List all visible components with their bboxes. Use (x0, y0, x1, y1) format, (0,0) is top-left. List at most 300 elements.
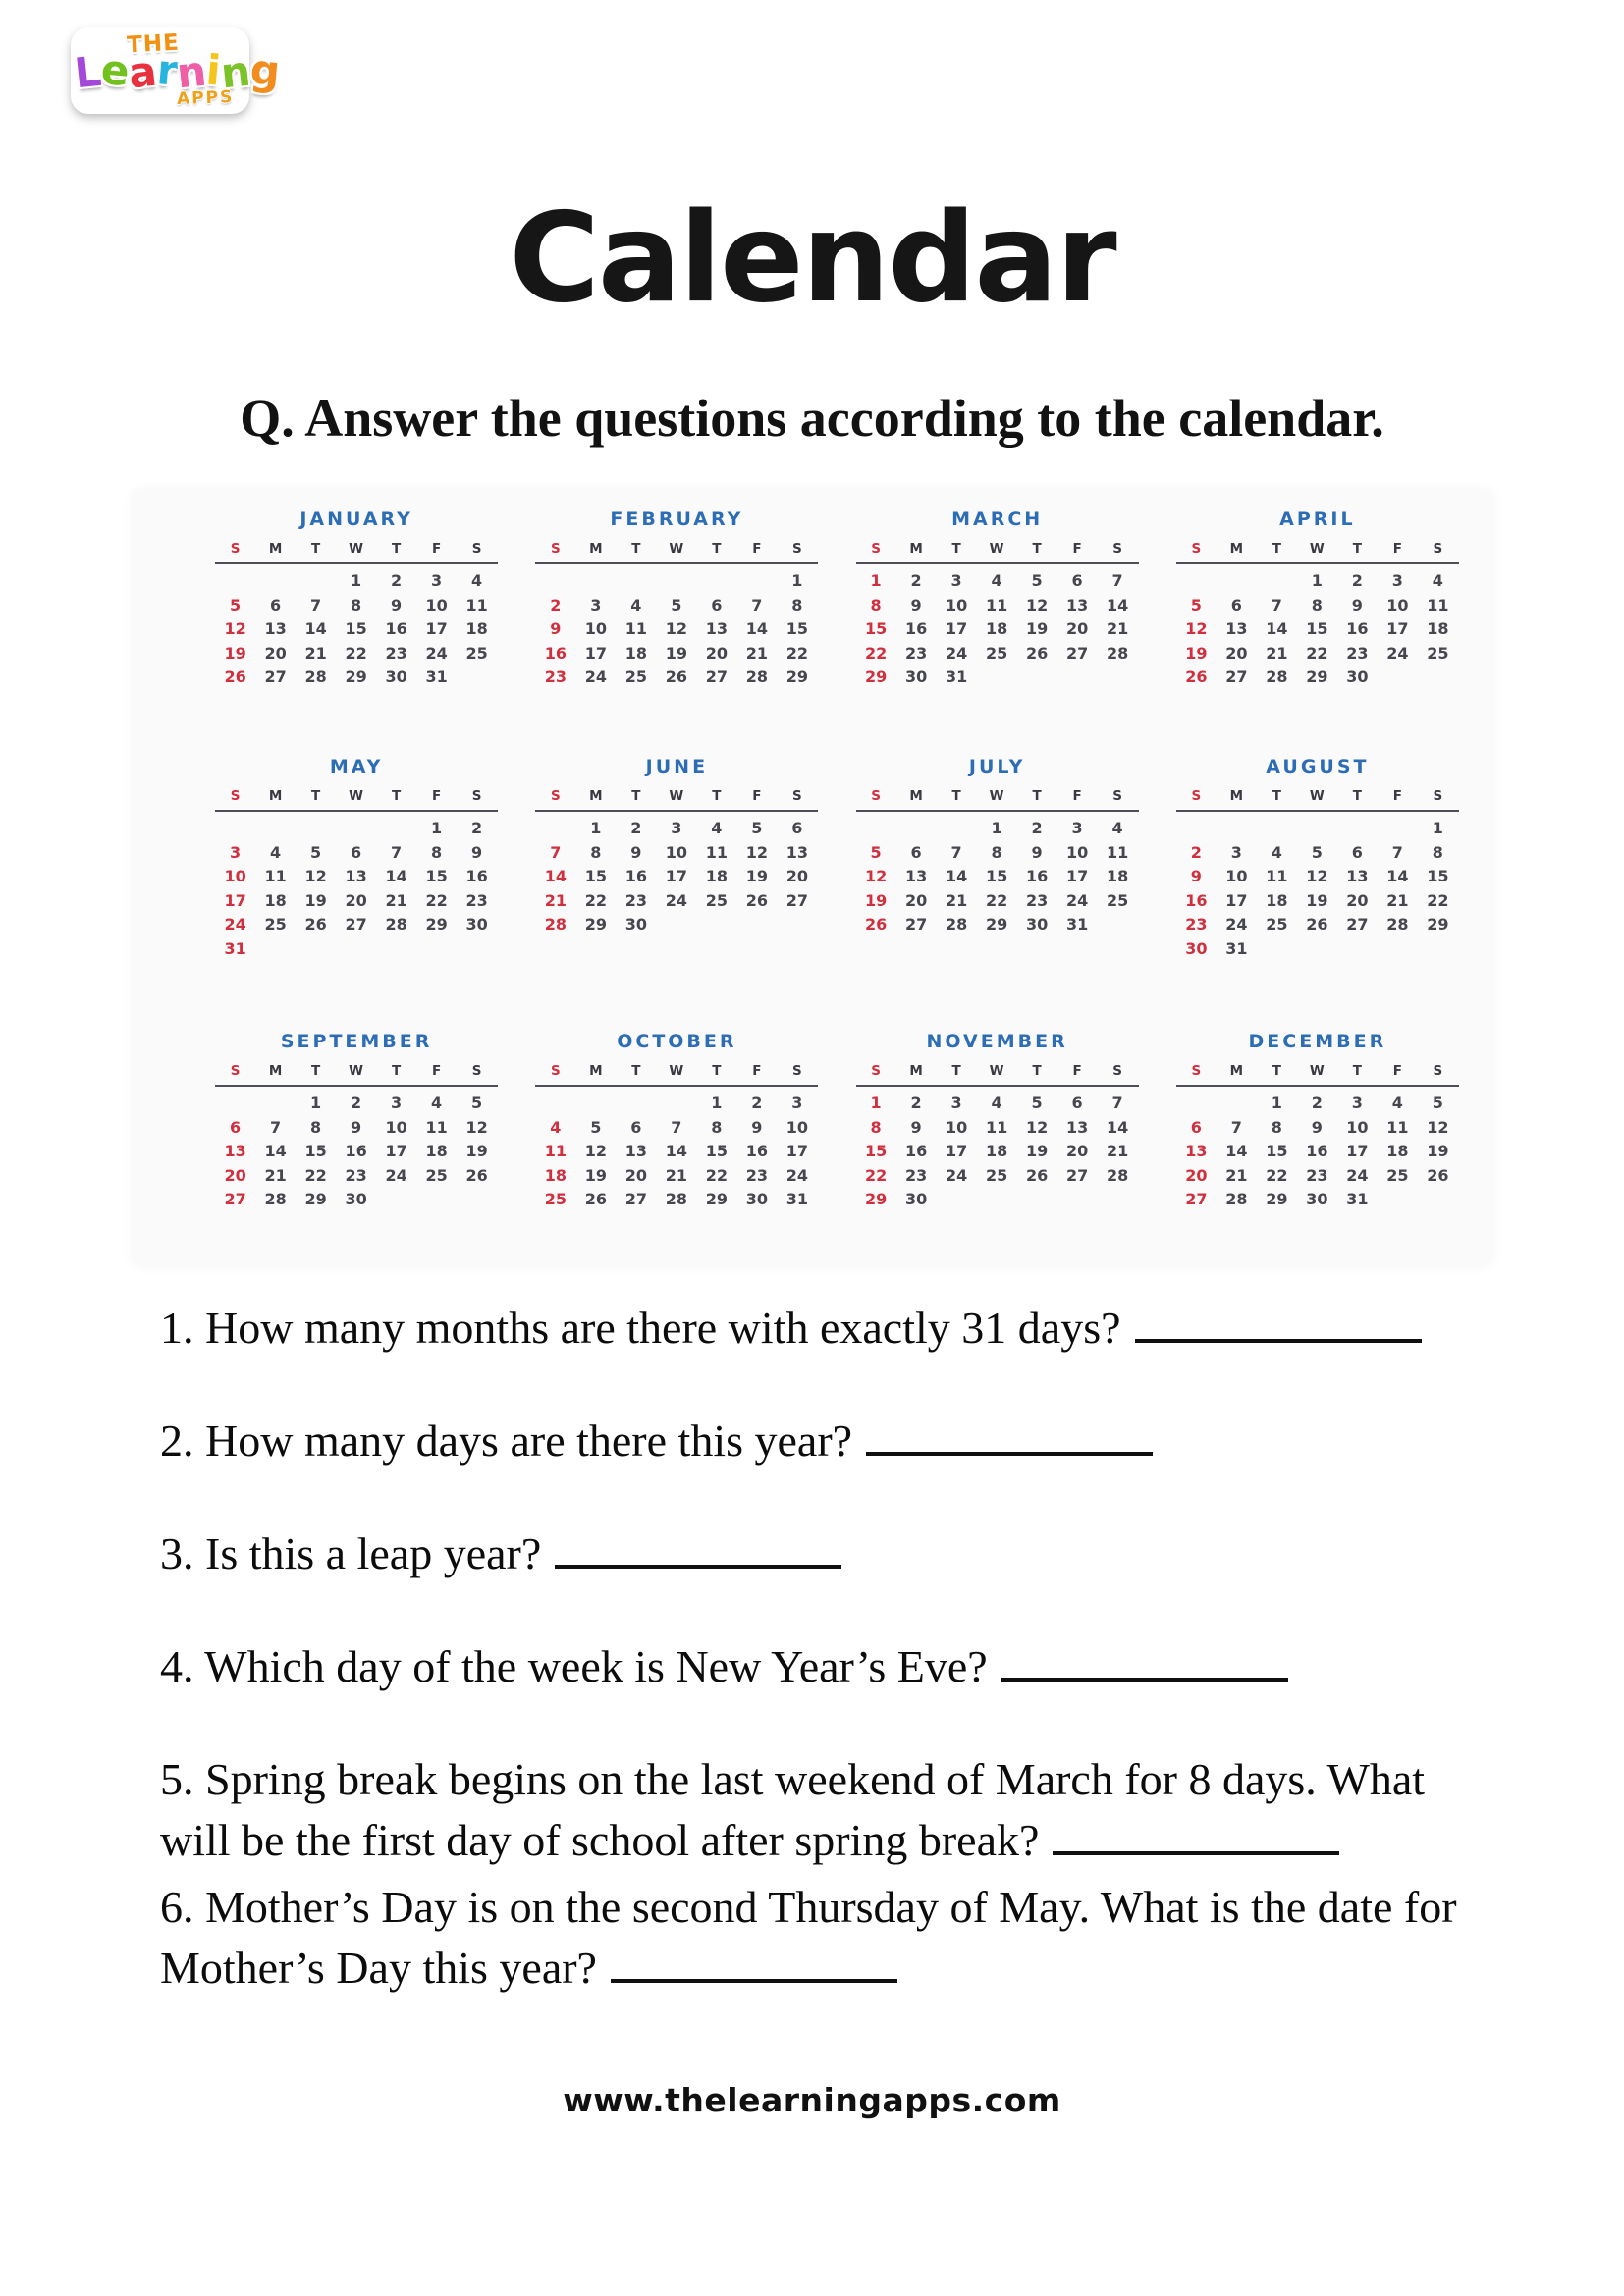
date-cell: 16 (465, 867, 488, 885)
weekday-cell: S (792, 541, 802, 557)
date-cell: 8 (870, 1117, 882, 1137)
weekday-cell: M (268, 1063, 283, 1079)
date-cell: 28 (665, 1190, 687, 1208)
answer-blank (611, 1942, 897, 1983)
date-cell: 8 (1432, 842, 1443, 862)
date-cell: 30 (1306, 1190, 1328, 1208)
date-cell: 3 (1230, 842, 1242, 862)
date-cell: 29 (1427, 915, 1449, 934)
date-cell: 24 (1386, 643, 1409, 663)
date-cell: 12 (745, 842, 768, 862)
date-cell: 23 (1185, 915, 1208, 934)
logo-letter: r (154, 45, 180, 95)
date-cell: 11 (1106, 842, 1129, 862)
date-cell: 11 (264, 867, 287, 885)
date-cell: 29 (785, 667, 808, 686)
month-title: JANUARY (299, 508, 413, 530)
question-item (160, 1298, 1555, 1359)
date-cell: 13 (705, 619, 728, 638)
date-cell: 4 (1391, 1094, 1403, 1112)
date-cell: 24 (425, 643, 448, 663)
date-cell: 27 (345, 915, 367, 934)
weekday-cell: S (471, 541, 482, 557)
weekday-cell: T (392, 788, 402, 804)
date-cell: 28 (945, 915, 968, 934)
date-cell: 14 (665, 1142, 687, 1160)
question-text: 1. How many months are there with exactly 31 days? (160, 1303, 1121, 1353)
date-cell: 7 (1391, 842, 1403, 862)
weekday-cell: T (1272, 788, 1281, 804)
date-cell: 21 (945, 890, 968, 910)
date-cell: 17 (584, 643, 607, 663)
weekday-cell: F (752, 788, 762, 804)
question-text: 4. Which day of the week is New Year’s Eve? (160, 1641, 988, 1691)
weekday-cell: M (1229, 788, 1244, 804)
date-cell: 28 (1106, 1165, 1129, 1185)
date-cell: 28 (1266, 667, 1288, 686)
month-title: SEPTEMBER (280, 1031, 433, 1052)
date-cell: 3 (1071, 819, 1083, 837)
date-cell: 1 (590, 819, 602, 837)
date-cell: 21 (544, 890, 567, 910)
date-cell: 7 (1111, 571, 1123, 590)
date-cell: 26 (584, 1190, 607, 1208)
date-cell: 19 (1185, 643, 1208, 663)
date-cell: 31 (785, 1190, 808, 1208)
date-cell: 14 (1266, 619, 1288, 638)
date-cell: 4 (991, 1094, 1002, 1112)
weekday-cell: M (268, 541, 283, 557)
date-cell: 28 (1386, 915, 1409, 934)
date-cell: 6 (351, 842, 362, 862)
date-cell: 11 (985, 1117, 1008, 1137)
date-cell: 1 (870, 1094, 882, 1112)
date-cell: 3 (1391, 571, 1403, 590)
date-cell: 22 (1306, 643, 1328, 663)
date-cell: 22 (864, 643, 888, 663)
date-cell: 10 (1386, 595, 1409, 614)
date-cell: 29 (425, 915, 448, 934)
date-cell: 12 (584, 1142, 607, 1160)
date-cell: 28 (304, 667, 327, 686)
date-cell: 5 (671, 595, 682, 614)
date-cell: 25 (1106, 890, 1129, 910)
date-cell: 9 (1311, 1117, 1323, 1137)
date-cell: 22 (304, 1165, 327, 1185)
date-cell: 2 (630, 819, 642, 837)
date-cell: 13 (1346, 867, 1369, 885)
weekday-cell: S (871, 788, 881, 804)
date-cell: 9 (471, 842, 483, 862)
date-cell: 14 (544, 867, 567, 885)
logo-letter: e (98, 44, 132, 96)
weekday-cell: T (1272, 541, 1281, 557)
date-cell: 27 (1185, 1190, 1208, 1208)
date-cell: 11 (425, 1117, 448, 1137)
weekday-cell: S (230, 788, 241, 804)
date-cell: 1 (1432, 819, 1443, 837)
date-cell: 16 (1346, 619, 1369, 638)
date-cell: 17 (224, 890, 246, 910)
date-cell: 7 (1271, 595, 1282, 614)
date-cell: 30 (1346, 667, 1369, 686)
weekday-cell: M (268, 788, 283, 804)
date-cell: 18 (465, 619, 488, 638)
date-cell: 9 (1190, 867, 1202, 885)
date-cell: 11 (1386, 1117, 1409, 1137)
date-cell: 14 (745, 619, 768, 638)
weekday-cell: T (951, 1063, 961, 1079)
date-cell: 7 (751, 595, 763, 614)
date-cell: 13 (1185, 1142, 1208, 1160)
weekday-cell: M (1229, 541, 1244, 557)
date-cell: 29 (1306, 667, 1328, 686)
date-cell: 1 (1311, 571, 1323, 590)
date-cell: 9 (630, 842, 642, 862)
date-cell: 9 (751, 1117, 763, 1137)
weekday-cell: W (669, 541, 684, 557)
weekday-cell: M (909, 1063, 923, 1079)
date-cell: 11 (985, 595, 1008, 614)
date-cell: 10 (425, 595, 448, 614)
date-cell: 7 (1111, 1094, 1123, 1112)
question-item (160, 1411, 1555, 1471)
date-cell: 19 (665, 643, 687, 663)
weekday-cell: M (589, 1063, 603, 1079)
date-cell: 6 (230, 1117, 242, 1137)
date-cell: 30 (745, 1190, 768, 1208)
date-cell: 13 (1065, 1117, 1089, 1137)
weekday-cell: W (1309, 788, 1325, 804)
date-cell: 27 (785, 890, 808, 910)
weekday-cell: S (1112, 1063, 1122, 1079)
date-cell: 16 (345, 1142, 367, 1160)
date-cell: 5 (310, 842, 322, 862)
weekday-cell: S (1112, 788, 1122, 804)
date-cell: 21 (1225, 1165, 1248, 1185)
date-cell: 2 (910, 1094, 922, 1112)
date-cell: 11 (624, 619, 647, 638)
date-cell: 28 (385, 915, 407, 934)
date-cell: 31 (1346, 1190, 1369, 1208)
date-cell: 2 (910, 571, 922, 590)
date-cell: 3 (671, 819, 682, 837)
weekday-cell: T (712, 1063, 722, 1079)
date-cell: 15 (785, 619, 808, 638)
date-cell: 12 (224, 619, 246, 638)
question-text: 5. Spring break begins on the last weekend of March for 8 days. What (160, 1754, 1426, 1804)
date-cell: 11 (1266, 867, 1288, 885)
date-cell: 14 (304, 619, 327, 638)
date-cell: 6 (711, 595, 723, 614)
date-cell: 13 (1065, 595, 1089, 614)
date-cell: 29 (304, 1190, 327, 1208)
date-cell: 13 (264, 619, 287, 638)
weekday-cell: F (432, 788, 442, 804)
date-cell: 12 (864, 867, 888, 885)
weekday-cell: T (1352, 788, 1362, 804)
date-cell: 24 (945, 643, 968, 663)
date-cell: 8 (870, 595, 882, 614)
date-cell: 17 (1065, 867, 1089, 885)
date-cell: 22 (1427, 890, 1449, 910)
date-cell: 7 (270, 1117, 282, 1137)
date-cell: 16 (385, 619, 407, 638)
date-cell: 27 (1065, 1165, 1089, 1185)
date-cell: 12 (1185, 619, 1208, 638)
date-cell: 15 (1306, 619, 1328, 638)
weekday-cell: W (669, 788, 684, 804)
date-cell: 4 (630, 595, 642, 614)
date-cell: 24 (785, 1165, 808, 1185)
date-cell: 14 (385, 867, 407, 885)
date-cell: 30 (1185, 938, 1208, 958)
date-cell: 23 (1025, 890, 1049, 910)
date-cell: 10 (584, 619, 607, 638)
date-cell: 7 (310, 595, 322, 614)
date-cell: 15 (345, 619, 367, 638)
date-cell: 25 (1427, 643, 1449, 663)
weekday-cell: S (551, 541, 561, 557)
date-cell: 20 (1065, 1142, 1089, 1160)
weekday-cell: T (631, 541, 641, 557)
date-cell: 21 (1106, 1142, 1129, 1160)
answer-blank (1001, 1640, 1288, 1682)
date-cell: 4 (431, 1094, 443, 1112)
date-cell: 18 (985, 619, 1008, 638)
date-cell: 2 (1190, 842, 1202, 862)
date-cell: 5 (1432, 1094, 1443, 1112)
date-cell: 29 (584, 915, 607, 934)
date-cell: 26 (745, 890, 768, 910)
date-cell: 1 (1271, 1094, 1282, 1112)
date-cell: 26 (1025, 1165, 1049, 1185)
date-cell: 31 (1065, 915, 1089, 934)
date-cell: 15 (584, 867, 607, 885)
date-cell: 27 (1065, 643, 1089, 663)
weekday-cell: S (871, 541, 881, 557)
date-cell: 23 (904, 643, 928, 663)
question-heading: Q. Answer the questions according to the calendar. (240, 389, 1384, 448)
date-cell: 14 (1106, 595, 1129, 614)
date-cell: 3 (791, 1094, 803, 1112)
weekday-cell: S (471, 1063, 482, 1079)
date-cell: 19 (1427, 1142, 1449, 1160)
date-cell: 18 (985, 1142, 1008, 1160)
date-cell: 17 (945, 619, 968, 638)
date-cell: 2 (1351, 571, 1363, 590)
weekday-cell: M (589, 788, 603, 804)
month-title: MAY (329, 756, 384, 777)
date-cell: 20 (1225, 643, 1248, 663)
weekday-cell: W (349, 1063, 364, 1079)
weekday-cell: S (230, 541, 241, 557)
weekday-cell: T (1352, 1063, 1362, 1079)
date-cell: 20 (705, 643, 728, 663)
date-cell: 3 (1351, 1094, 1363, 1112)
date-cell: 13 (345, 867, 367, 885)
weekday-cell: F (432, 1063, 442, 1079)
date-cell: 18 (264, 890, 287, 910)
date-cell: 28 (1225, 1190, 1248, 1208)
date-cell: 17 (785, 1142, 808, 1160)
date-cell: 23 (544, 667, 567, 686)
date-cell: 25 (624, 667, 647, 686)
weekday-cell: W (989, 541, 1004, 557)
weekday-cell: W (989, 1063, 1004, 1079)
date-cell: 4 (1111, 819, 1123, 837)
month-title: FEBRUARY (610, 508, 744, 530)
date-cell: 9 (550, 619, 562, 638)
date-cell: 12 (465, 1117, 488, 1137)
date-cell: 6 (630, 1117, 642, 1137)
month-title: MARCH (951, 508, 1044, 530)
weekday-cell: S (551, 788, 561, 804)
date-cell: 10 (945, 595, 968, 614)
date-cell: 9 (910, 595, 922, 614)
date-cell: 11 (705, 842, 728, 862)
date-cell: 24 (385, 1165, 407, 1185)
date-cell: 5 (590, 1117, 602, 1137)
date-cell: 19 (1025, 1142, 1049, 1160)
date-cell: 27 (904, 915, 928, 934)
weekday-cell: M (589, 541, 603, 557)
date-cell: 17 (1225, 890, 1248, 910)
weekday-cell: S (1433, 541, 1443, 557)
weekday-cell: F (752, 1063, 762, 1079)
date-cell: 29 (705, 1190, 728, 1208)
date-cell: 30 (345, 1190, 367, 1208)
date-cell: 11 (544, 1142, 567, 1160)
date-cell: 24 (945, 1165, 968, 1185)
date-cell: 10 (665, 842, 687, 862)
date-cell: 15 (985, 867, 1008, 885)
date-cell: 3 (230, 842, 242, 862)
date-cell: 16 (745, 1142, 768, 1160)
date-cell: 1 (431, 819, 443, 837)
weekday-cell: F (1392, 788, 1402, 804)
date-cell: 15 (304, 1142, 327, 1160)
date-cell: 26 (465, 1165, 488, 1185)
date-cell: 22 (345, 643, 367, 663)
logo-letter: g (247, 44, 282, 96)
weekday-cell: T (1032, 1063, 1042, 1079)
date-cell: 19 (584, 1165, 607, 1185)
date-cell: 15 (1266, 1142, 1288, 1160)
date-cell: 29 (864, 667, 888, 686)
date-cell: 26 (304, 915, 327, 934)
date-cell: 18 (1106, 867, 1129, 885)
date-cell: 23 (1346, 643, 1369, 663)
date-cell: 14 (1386, 867, 1409, 885)
date-cell: 11 (1427, 595, 1449, 614)
weekday-cell: S (1433, 1063, 1443, 1079)
date-cell: 30 (624, 915, 647, 934)
date-cell: 1 (791, 571, 803, 590)
date-cell: 20 (624, 1165, 647, 1185)
date-cell: 4 (1432, 571, 1443, 590)
date-cell: 10 (1346, 1117, 1369, 1137)
date-cell: 6 (1351, 842, 1363, 862)
date-cell: 22 (985, 890, 1008, 910)
date-cell: 26 (1427, 1165, 1449, 1185)
date-cell: 5 (1031, 1094, 1043, 1112)
date-cell: 19 (864, 890, 888, 910)
date-cell: 25 (465, 643, 488, 663)
date-cell: 23 (904, 1165, 928, 1185)
date-cell: 18 (624, 643, 647, 663)
date-cell: 17 (425, 619, 448, 638)
date-cell: 24 (1065, 890, 1089, 910)
weekday-cell: T (951, 788, 961, 804)
weekday-cell: M (909, 541, 923, 557)
logo-letter: L (72, 46, 104, 98)
date-cell: 7 (391, 842, 403, 862)
date-cell: 13 (1225, 619, 1248, 638)
date-cell: 28 (745, 667, 768, 686)
date-cell: 9 (351, 1117, 362, 1137)
date-cell: 24 (665, 890, 687, 910)
answer-blank (1053, 1814, 1339, 1855)
date-cell: 20 (1346, 890, 1369, 910)
date-cell: 13 (224, 1142, 246, 1160)
weekday-cell: S (1191, 788, 1202, 804)
date-cell: 8 (791, 595, 803, 614)
date-cell: 16 (624, 867, 647, 885)
date-cell: 6 (1190, 1117, 1202, 1137)
date-cell: 15 (425, 867, 448, 885)
answer-blank (866, 1415, 1153, 1456)
date-cell: 8 (351, 595, 362, 614)
weekday-cell: S (551, 1063, 561, 1079)
date-cell: 20 (1065, 619, 1089, 638)
date-cell: 18 (705, 867, 728, 885)
date-cell: 3 (950, 1094, 962, 1112)
date-cell: 31 (945, 667, 968, 686)
date-cell: 23 (465, 890, 488, 910)
date-cell: 20 (785, 867, 808, 885)
date-cell: 14 (1225, 1142, 1248, 1160)
date-cell: 9 (1351, 595, 1363, 614)
weekday-cell: W (989, 788, 1004, 804)
month-title: NOVEMBER (926, 1031, 1068, 1052)
date-cell: 25 (1386, 1165, 1409, 1185)
weekday-cell: T (1272, 1063, 1281, 1079)
date-cell: 4 (991, 571, 1002, 590)
date-cell: 8 (431, 842, 443, 862)
date-cell: 21 (1266, 643, 1288, 663)
date-cell: 10 (1225, 867, 1248, 885)
page-title: Calendar (509, 186, 1115, 330)
date-cell: 7 (1230, 1117, 1242, 1137)
date-cell: 26 (864, 915, 888, 934)
date-cell: 5 (1031, 571, 1043, 590)
date-cell: 27 (1346, 915, 1369, 934)
date-cell: 14 (945, 867, 968, 885)
date-cell: 26 (224, 667, 246, 686)
weekday-cell: F (1072, 1063, 1082, 1079)
date-cell: 24 (1346, 1165, 1369, 1185)
date-cell: 25 (425, 1165, 448, 1185)
weekday-cell: M (1229, 1063, 1244, 1079)
date-cell: 16 (1025, 867, 1049, 885)
date-cell: 10 (945, 1117, 968, 1137)
date-cell: 9 (391, 595, 403, 614)
month-title: APRIL (1279, 508, 1356, 530)
date-cell: 21 (665, 1165, 687, 1185)
date-cell: 1 (711, 1094, 723, 1112)
weekday-cell: T (1032, 788, 1042, 804)
